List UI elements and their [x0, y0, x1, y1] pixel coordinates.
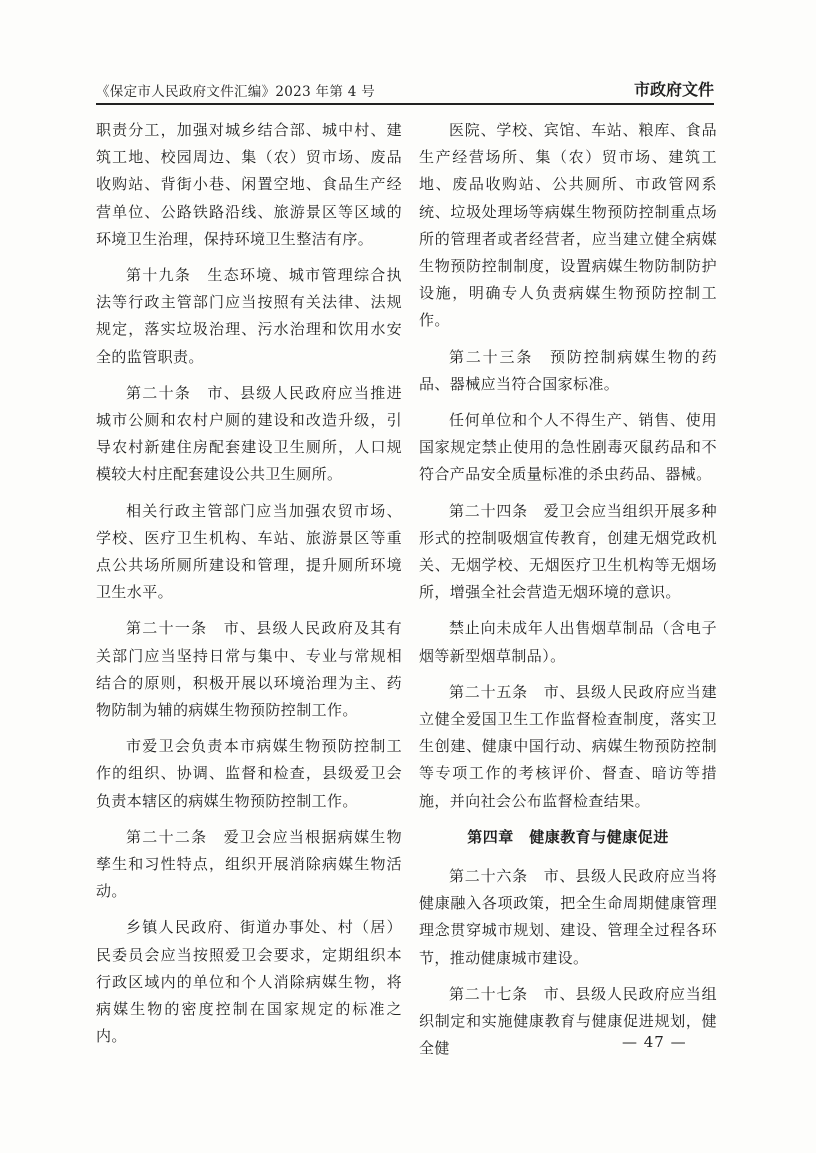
article-19: 第十九条 生态环境、城市管理综合执法等行政主管部门应当按照有关法律、法规规定，落实垃圾治理、污水治理和饮用水安全的监管职责。 [96, 266, 402, 366]
article-25: 第二十五条 市、县级人民政府应当建立健全爱国卫生工作监督检查制度，落实卫生创建、健康中国行动、病媒生物预防控制等专项工作的考核评价、督查、暗访等措施，并向社会公布监督检查结果。 [419, 682, 717, 810]
article-26: 第二十六条 市、县级人民政府应当将健康融入各项政策，把全生命周期健康管理理念贯穿城市规划、建设、管理全过程各环节，推动健康城市建设。 [419, 867, 717, 967]
article-27: 第二十七条 市、县级人民政府应当组织制定和实施健康教育与健康促进规划，健全健 [419, 984, 717, 1058]
paragraph: 医院、学校、宾馆、车站、粮库、食品生产经营场所、集（农）贸市场、建筑工地、废品收购站、公共厕所、市政管网系统、垃圾处理场等病媒生物预防控制重点场所的管理者或者经营者，应当建立健全病媒生物预防控制制度，设置病媒生物防制防护设施，明确专人负责病媒生物预防控制工作。 [419, 121, 717, 330]
article-24: 第二十四条 爱卫会应当组织开展多种形式的控制吸烟宣传教育，创建无烟党政机关、无烟学校、无烟医疗卫生机构等无烟场所，增强全社会营造无烟环境的意识。 [419, 501, 717, 602]
article-21: 第二十一条 市、县级人民政府及其有关部门应当坚持日常与集中、专业与常规相结合的原则，积极开展以环境治理为主、药物防制为辅的病媒生物预防控制工作。 [96, 619, 402, 720]
article-20: 第二十条 市、县级人民政府应当推进城市公厕和农村户厕的建设和改造升级，引导农村新建住房配套建设卫生厕所，人口规模较大村庄配套建设公共卫生厕所。 [96, 383, 402, 484]
right-column [419, 117, 717, 1072]
paragraph: 乡镇人民政府、街道办事处、村（居）民委员会应当按照爱卫会要求，定期组织本行政区域内的单位和个人消除病媒生物，将病媒生物的密度控制在国家规定的标准之内。 [96, 918, 402, 1046]
paragraph: 职责分工，加强对城乡结合部、城中村、建筑工地、校园周边、集（农）贸市场、废品收购站、背街小巷、闲置空地、食品生产经营单位、公路铁路沿线、旅游景区等区域的环境卫生治理，保持环境卫生整洁有序。 [96, 121, 402, 248]
article-23: 第二十三条 预防控制病媒生物的药品、器械应当符合国家标准。 [419, 347, 717, 393]
header-rule [96, 103, 714, 105]
running-header [96, 78, 714, 102]
paragraph: 市爱卫会负责本市病媒生物预防控制工作的组织、协调、监督和检查，县级爱卫会负责本辖区的病媒生物预防控制工作。 [96, 737, 402, 810]
publication-title: 《保定市人民政府文件汇编》2023 年第 4 号 [96, 84, 376, 100]
section-label: 市政府文件 [633, 80, 714, 99]
page-number: — 47 — [622, 1033, 687, 1051]
paragraph: 相关行政主管部门应当加强农贸市场、学校、医疗卫生机构、车站、旅游景区等重点公共场所厕所建设和管理，提升厕所环境卫生水平。 [96, 501, 402, 602]
paragraph: 任何单位和个人不得生产、销售、使用国家规定禁止使用的急性剧毒灭鼠药品和不符合产品安全质量标准的杀虫药品、器械。 [419, 411, 717, 484]
paragraph: 禁止向未成年人出售烟草制品（含电子烟等新型烟草制品）。 [419, 619, 717, 665]
article-22: 第二十二条 爱卫会应当根据病媒生物孳生和习性特点，组织开展消除病媒生物活动。 [96, 827, 402, 901]
chapter-heading: 第四章 健康教育与健康促进 [467, 827, 669, 846]
left-column [96, 117, 402, 1060]
